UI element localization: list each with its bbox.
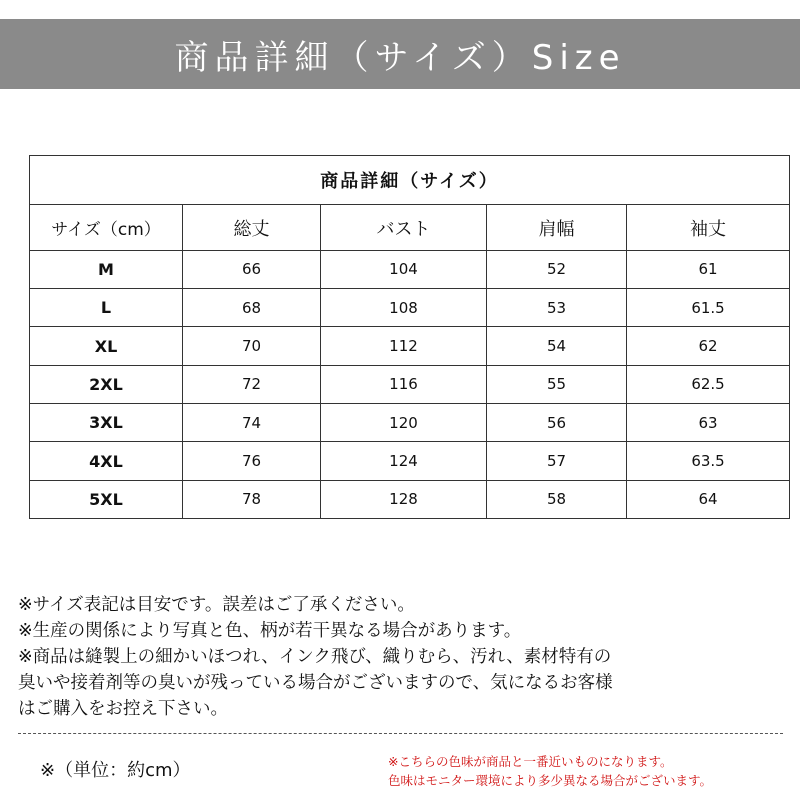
table-title: 商品詳細（サイズ） xyxy=(30,156,790,205)
size-cell: 2XL xyxy=(30,365,183,403)
size-cell: 4XL xyxy=(30,442,183,480)
shoulder-cell: 56 xyxy=(487,404,627,442)
length-cell: 70 xyxy=(183,327,321,365)
table-row xyxy=(30,480,790,518)
length-cell: 74 xyxy=(183,404,321,442)
table-header-row xyxy=(30,205,790,250)
sleeve-cell: 62 xyxy=(627,327,790,365)
bust-cell: 112 xyxy=(321,327,487,365)
shoulder-cell: 54 xyxy=(487,327,627,365)
notes xyxy=(18,592,793,722)
table-row xyxy=(30,365,790,403)
note-line: ※生産の関係により写真と色、柄が若干異なる場合があります。 xyxy=(18,621,522,641)
sleeve-cell: 62.5 xyxy=(627,365,790,403)
sleeve-cell: 63.5 xyxy=(627,442,790,480)
dashed-divider xyxy=(18,733,783,734)
table-row xyxy=(30,250,790,288)
shoulder-cell: 57 xyxy=(487,442,627,480)
size-table xyxy=(29,155,790,519)
bust-cell: 108 xyxy=(321,289,487,327)
sleeve-cell: 63 xyxy=(627,404,790,442)
bust-cell: 104 xyxy=(321,250,487,288)
table-row xyxy=(30,404,790,442)
size-cell: XL xyxy=(30,327,183,365)
note-line: ※サイズ表記は目安です。誤差はご了承ください。 xyxy=(18,595,415,615)
shoulder-cell: 52 xyxy=(487,250,627,288)
header-length: 総丈 xyxy=(183,205,321,250)
shoulder-cell: 53 xyxy=(487,289,627,327)
color-note-line: 色味はモニター環境により多少異なる場合がございます。 xyxy=(388,773,713,788)
header-sleeve: 袖丈 xyxy=(627,205,790,250)
length-cell: 72 xyxy=(183,365,321,403)
header-bust: バスト xyxy=(321,205,487,250)
table-row xyxy=(30,442,790,480)
bust-cell: 124 xyxy=(321,442,487,480)
table-row xyxy=(30,327,790,365)
color-note xyxy=(388,752,793,790)
size-cell: 3XL xyxy=(30,404,183,442)
sleeve-cell: 61 xyxy=(627,250,790,288)
header-size: サイズ（cm） xyxy=(30,205,183,250)
note-line: ※商品は縫製上の細かいほつれ、インク飛び、織りむら、汚れ、素材特有の xyxy=(18,647,612,667)
note-line: 臭いや接着剤等の臭いが残っている場合がございますので、気になるお客様 xyxy=(18,673,613,693)
color-note-line: ※こちらの色味が商品と一番近いものになります。 xyxy=(388,754,673,769)
table-row xyxy=(30,289,790,327)
sleeve-cell: 64 xyxy=(627,480,790,518)
length-cell: 66 xyxy=(183,250,321,288)
unit-note: ※（単位：約cm） xyxy=(40,760,191,781)
bust-cell: 116 xyxy=(321,365,487,403)
banner-title: 商品詳細（サイズ）Size xyxy=(174,37,626,78)
length-cell: 78 xyxy=(183,480,321,518)
size-cell: L xyxy=(30,289,183,327)
header-shoulder: 肩幅 xyxy=(487,205,627,250)
length-cell: 68 xyxy=(183,289,321,327)
bust-cell: 128 xyxy=(321,480,487,518)
length-cell: 76 xyxy=(183,442,321,480)
size-cell: M xyxy=(30,250,183,288)
note-line: はご購入をお控え下さい。 xyxy=(18,699,228,719)
banner xyxy=(0,19,800,89)
size-cell: 5XL xyxy=(30,480,183,518)
shoulder-cell: 58 xyxy=(487,480,627,518)
sleeve-cell: 61.5 xyxy=(627,289,790,327)
bust-cell: 120 xyxy=(321,404,487,442)
shoulder-cell: 55 xyxy=(487,365,627,403)
